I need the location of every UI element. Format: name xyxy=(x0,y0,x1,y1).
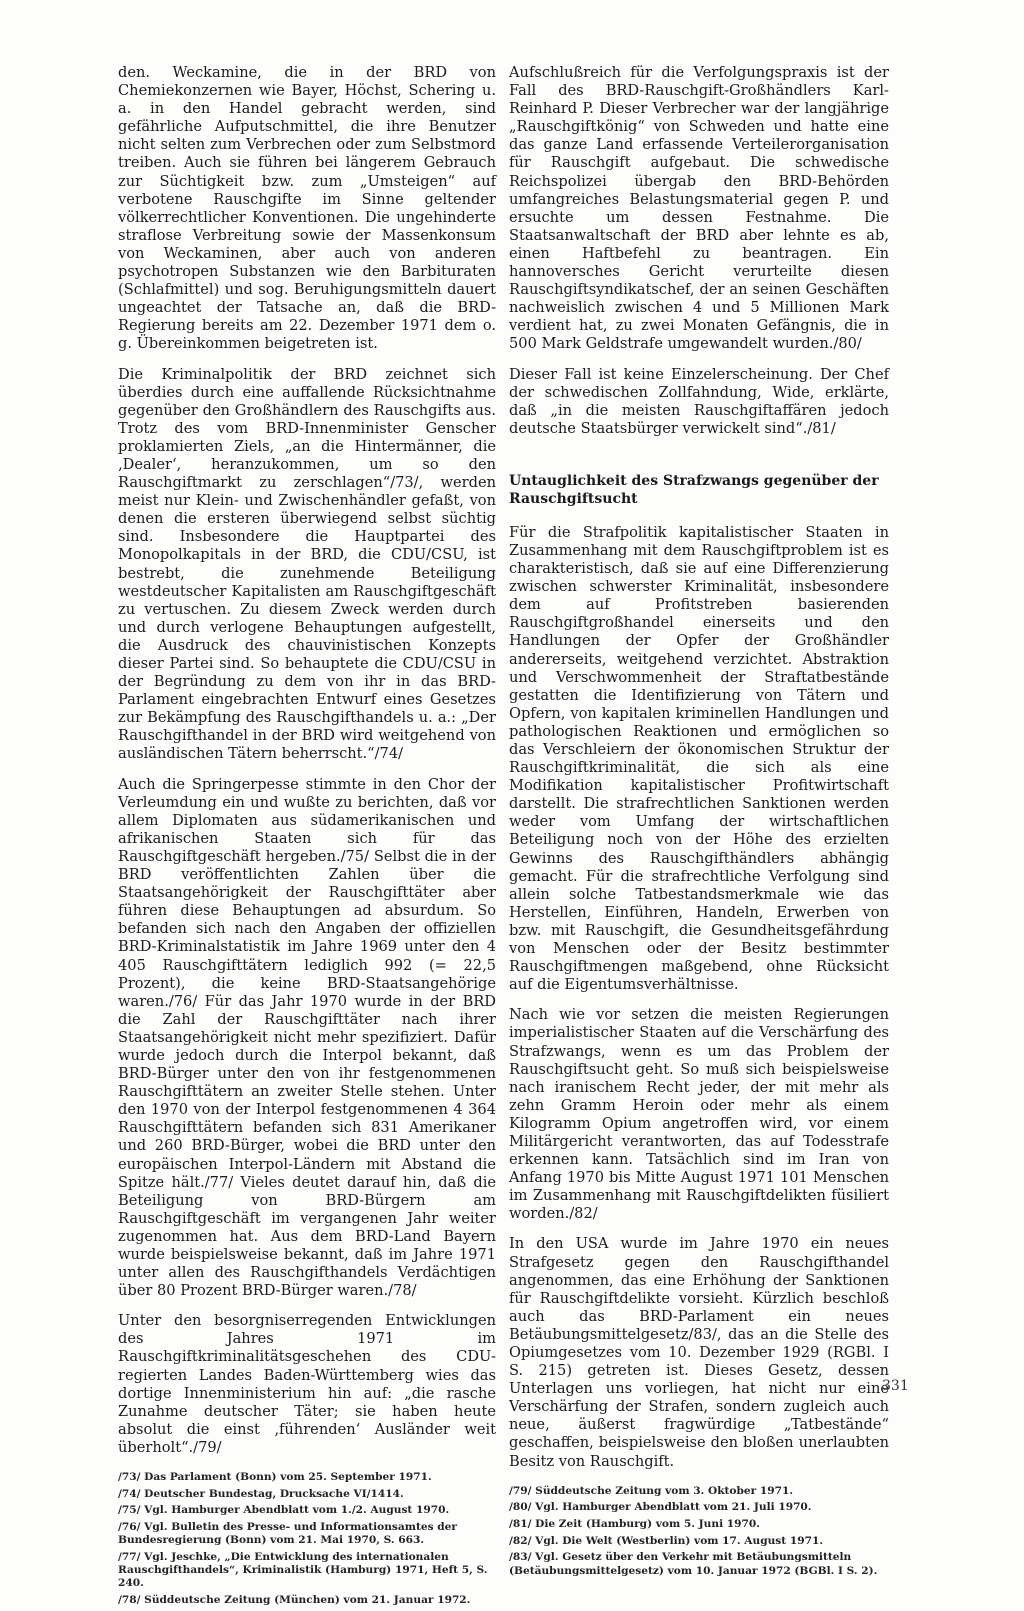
body-paragraph: Unter den besorgniserregenden Entwicklungen des Jahres 1971 im Rauschgiftkriminalitätsgeschehen des CDU-regierten Landes Baden-Württemberg wies das dortige Innenministerium hin auf: „die rasche Zunahme deutscher Täter; sie haben heute absolut die einst ‚führenden‘ Ausländer weit überholt“./79/ xyxy=(118,1312,496,1456)
footnote: /81/ Die Zeit (Hamburg) vom 5. Juni 1970. xyxy=(509,1518,760,1531)
page-number: 331 xyxy=(882,1378,909,1394)
body-paragraph: Für die Strafpolitik kapitalistischer Staaten in Zusammenhang mit dem Rauschgiftproblem ist es charakteristisch, daß sie auf eine Differenzierung zwischen schwerster Kriminalität, insbesondere dem auf Profitstreben basierenden Rauschgiftgroßhandel einerseits und den Handlungen der Opfer der Großhändler andererseits, weitgehend verzichtet. Abstraktion und Verschwommenheit der Straftatbestände gestatten die Identifizierung von Tätern und Opfern, von kapitalen kriminellen Handlungen und pathologischen Reaktionen und ermöglichen so das Verschleiern der ökonomischen Struktur der Rauschgiftkriminalität, die sich als eine Modifikation kapitalistischer Profitwirtschaft darstellt. Die strafrechtlichen Sanktionen werden weder vom Umfang der wirtschaftlichen Beteiligung noch von der Höhe des erzielten Gewinns des Rauschgifthändlers abhängig gemacht. Für die strafrechtliche Verfolgung sind allein solche Tatbestandsmerkmale wie das Herstellen, Einführen, Handeln, Erwerben von bzw. mit Rauschgift, die Gesundheitsgefährdung von Menschen oder der Besitz bestimmter Rauschgiftmengen maßgebend, ohne Rücksicht auf die Eigentumsverhältnisse. xyxy=(509,523,889,994)
body-paragraph: Aufschlußreich für die Verfolgungspraxis ist der Fall des BRD-Rauschgift-Großhändlers Karl-Reinhard P. Dieser Verbrecher war der langjährige „Rauschgiftkönig“ von Schweden und hatte eine das ganze Land erfassende Verteilerorganisation für Rauschgift aufgebaut. Die schwedische Reichspolizei übergab den BRD-Behörden umfangreiches Belastungsmaterial gegen P. und ersuchte um dessen Festnahme. Die Staatsanwaltschaft der BRD aber lehnte es ab, einen Haftbefehl zu beantragen. Ein hannoversches Gericht verurteilte diesen Rauschgiftsyndikatschef, der an seinen Geschäften nachweislich zwischen 4 und 5 Millionen Mark verdient hat, zu zwei Monaten Gefängnis, die in 500 Mark Geldstrafe umgewandelt wurden./80/ xyxy=(509,64,889,353)
body-paragraph: Die Kriminalpolitik der BRD zeichnet sich überdies durch eine auffallende Rücksichtnahme gegenüber den Großhändlern des Rauschgifts aus. Trotz des vom BRD-Innenminister Genscher proklamierten Ziels, „an die Hintermänner, die ‚Dealer‘, heranzukommen, um so den Rauschgiftmarkt zu zerschlagen“/73/, werden meist nur Klein- und Zwischenhändler gefaßt, von denen die ersteren überwiegend selbst süchtig sind. Insbesondere die Hauptpartei des Monopolkapitals in der BRD, die CDU/CSU, ist bestrebt, die zunehmende Beteiligung westdeutscher Kapitalisten am Rauschgiftgeschäft zu vertuschen. Zu diesem Zweck werden durch und durch verlogene Behauptungen aufgestellt, die Ausdruck des chauvinistischen Konzepts dieser Partei sind. So behauptete die CDU/CSU in der Begründung zu dem von ihr in das BRD-Parlament eingebrachten Entwurf eines Gesetzes zur Bekämpfung des Rauschgifthandels u. a.: „Der Rauschgifthandel in der BRD wird weitgehend von ausländischen Tätern beherrscht.“/74/ xyxy=(118,365,496,763)
right-column xyxy=(509,64,889,1581)
body-paragraph: Nach wie vor setzen die meisten Regierungen imperialistischer Staaten auf die Verschärfung des Strafzwangs, wenn es um das Problem der Rauschgiftsucht geht. So muß sich beispielsweise nach iranischem Recht jeder, der mit mehr als zehn Gramm Heroin oder mehr als einem Kilogramm Opium angetroffen wird, vor einem Militärgericht verantworten, das auf Todesstrafe erkennen kann. Tatsächlich sind im Iran von Anfang 1970 bis Mitte August 1971 101 Menschen im Zusammenhang mit Rauschgiftdelikten füsiliert worden./82/ xyxy=(509,1006,889,1223)
footnote: /74/ Deutscher Bundestag, Drucksache VI/1414. xyxy=(118,1487,404,1500)
footnote: /82/ Vgl. Die Welt (Westberlin) vom 17. August 1971. xyxy=(509,1534,824,1547)
footnote: /75/ Vgl. Hamburger Abendblatt vom 1./2. August 1970. xyxy=(118,1504,450,1517)
footnote: /79/ Süddeutsche Zeitung vom 3. Oktober 1971. xyxy=(509,1484,794,1497)
footnote: /76/ Vgl. Bulletin des Presse- und Informationsamtes der Bundesregierung (Bonn) vom 21. Mai 1970, S. 663. xyxy=(118,1521,457,1547)
body-paragraph: In den USA wurde im Jahre 1970 ein neues Strafgesetz gegen den Rauschgifthandel angenommen, das eine Erhöhung der Sanktionen für Rauschgiftdelikte vorsieht. Kürzlich beschloß auch das BRD-Parlament ein neues Betäubungsmittelgesetz/83/, das an die Stelle des Opiumgesetzes vom 10. Dezember 1929 (RGBl. I S. 215) getreten ist. Dieses Gesetz, dessen Unterlagen uns vorliegen, hat nicht nur eine Verschärfung der Strafen, sondern zugleich auch neue, äußerst fragwürdige „Tatbestände“ geschaffen, beispielsweise den bloßen unerlaubten Besitz von Rauschgift. xyxy=(509,1235,889,1470)
section-heading: Untauglichkeit des Strafzwangs gegenüber der Rauschgiftsucht xyxy=(509,472,879,507)
body-paragraph: den. Weckamine, die in der BRD von Chemiekonzernen wie Bayer, Höchst, Schering u. a. in den Handel gebracht werden, sind gefährliche Aufputschmittel, die ihre Benutzer nicht selten zum Verbrechen oder zum Selbstmord treiben. Auch sie führen bei längerem Gebrauch zur Süchtigkeit bzw. zum „Umsteigen“ auf verbotene Rauschgifte im Sinne geltender völkerrechtlicher Konventionen. Die ungehinderte straflose Verbreitung sowie der Massenkonsum von Weckaminen, aber auch von anderen psychotropen Substanzen wie den Barbituraten (Schlafmittel) und sog. Beruhigungsmitteln dauert ungeachtet der Tatsache an, daß die BRD-Regierung bereits am 22. Dezember 1971 dem o. g. Übereinkommen beigetreten ist. xyxy=(118,64,496,353)
footnote: /83/ Vgl. Gesetz über den Verkehr mit Betäubungsmitteln (Betäubungsmittelgesetz) vom 10. Januar 1972 (BGBl. I S. 2). xyxy=(509,1551,878,1577)
body-paragraph: Auch die Springerpesse stimmte in den Chor der Verleumdung ein und wußte zu berichten, daß vor allem Diplomaten aus südamerikanischen und afrikanischen Staaten sich für das Rauschgiftgeschäft hergeben./75/ Selbst die in der BRD veröffentlichten Zahlen über die Staatsangehörigkeit der Rauschgifttäter aber führen diese Behauptungen ad absurdum. So befanden sich nach den Angaben der offiziellen BRD-Kriminalstatistik im Jahre 1969 unter den 4 405 Rauschgifttätern lediglich 992 (= 22,5 Prozent), die keine BRD-Staatsangehörige waren./76/ Für das Jahr 1970 wurde in der BRD die Zahl der Rauschgifttäter nach ihrer Staatsangehörigkeit nicht mehr spezifiziert. Dafür wurde jedoch durch die Interpol bekannt, daß BRD-Bürger unter den von ihr festgenommenen Rauschgifttätern an zweiter Stelle stehen. Unter den 1970 von der Interpol festgenommenen 4 364 Rauschgifttätern befanden sich 831 Amerikaner und 260 BRD-Bürger, wobei die BRD unter den europäischen Interpol-Ländern mit Abstand die Spitze hält./77/ Vieles deutet darauf hin, daß die Beteiligung von BRD-Bürgern am Rauschgiftgeschäft im vergangenen Jahr weiter zugenommen hat. Aus dem BRD-Land Bayern wurde beispielsweise bekannt, daß im Jahre 1971 unter allen des Rauschgifthandels Verdächtigen über 80 Prozent BRD-Bürger waren./78/ xyxy=(118,775,496,1300)
left-column xyxy=(118,64,496,1611)
footnote: /78/ Süddeutsche Zeitung (München) vom 21. Januar 1972. xyxy=(118,1594,471,1607)
footnotes xyxy=(118,1471,496,1607)
footnote: /77/ Vgl. Jeschke, „Die Entwicklung des internationalen Rauschgifthandels“, Kriminalistik (Hamburg) 1971, Heft 5, S. 240. xyxy=(118,1551,488,1590)
body-paragraph: Dieser Fall ist keine Einzelerscheinung. Der Chef der schwedischen Zollfahndung, Wide, erklärte, daß „in die meisten Rauschgiftaffären jedoch deutsche Staatsbürger verwickelt sind“./81/ xyxy=(509,365,889,437)
footnote: /80/ Vgl. Hamburger Abendblatt vom 21. Juli 1970. xyxy=(509,1501,812,1514)
footnote: /73/ Das Parlament (Bonn) vom 25. September 1971. xyxy=(118,1471,432,1484)
footnotes xyxy=(509,1485,889,1578)
